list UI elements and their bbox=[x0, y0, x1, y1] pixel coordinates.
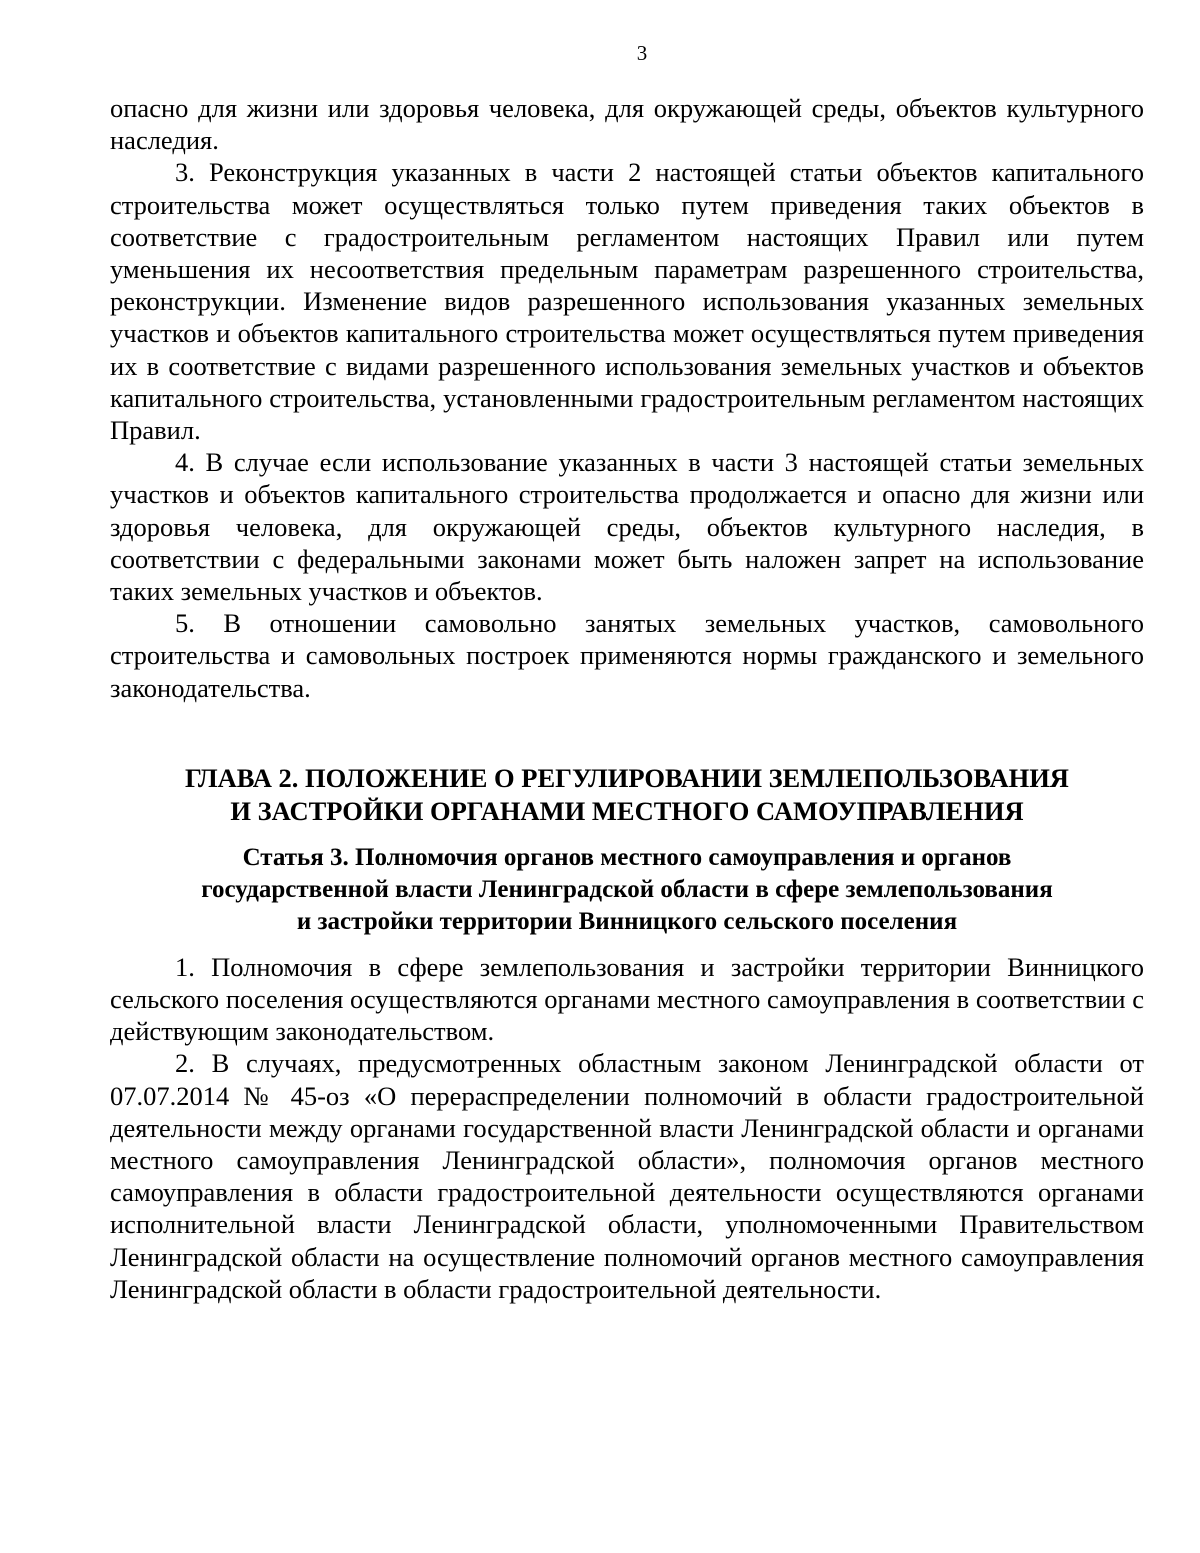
chapter-heading-line-1: ГЛАВА 2. ПОЛОЖЕНИЕ О РЕГУЛИРОВАНИИ ЗЕМЛЕПОЛЬЗОВАНИЯ bbox=[185, 762, 1069, 793]
chapter-heading-line-2: И ЗАСТРОЙКИ ОРГАНАМИ МЕСТНОГО САМОУПРАВЛЕНИЯ bbox=[230, 795, 1024, 826]
article-heading-line-1: Статья 3. Полномочия органов местного самоуправления и органов bbox=[242, 843, 1012, 871]
chapter-heading bbox=[110, 762, 1144, 828]
paragraph-5: 5. В отношении самовольно занятых земельных участков, самовольного строительства и самовольных построек применяются нормы гражданского и земельного законодательства. bbox=[110, 608, 1144, 703]
paragraph-continuation: опасно для жизни или здоровья человека, для окружающей среды, объектов культурного наследия. bbox=[110, 93, 1144, 156]
document-page bbox=[110, 38, 1144, 1305]
paragraph-4: 4. В случае если использование указанных в части 3 настоящей статьи земельных участков и объектов капитального строительства продолжается и опасно для жизни или здоровья человека, для окружающей среды, объектов культурного наследия, в соответствии с федеральными законами может быть наложен запрет на использование таких земельных участков и объектов. bbox=[110, 447, 1144, 607]
article-paragraph-2: 2. В случаях, предусмотренных областным законом Ленинградской области от 07.07.2014 № 45-оз «О перераспределении полномочий в области градостроительной деятельности между органами государственной власти Ленинградской области и органами местного самоуправления Ленинградской области», полномочия органов местного самоуправления в области градостроительной деятельности осуществляются органами исполнительной власти Ленинградской области, уполномоченными Правительством Ленинградской области на осуществление полномочий органов местного самоуправления Ленинградской области в области градостроительной деятельности. bbox=[110, 1048, 1144, 1304]
article-paragraph-1: 1. Полномочия в сфере землепользования и застройки территории Винницкого сельского поселения осуществляются органами местного самоуправления в соответствии с действующим законодательством. bbox=[110, 951, 1144, 1047]
article-heading-line-3: и застройки территории Винницкого сельского поселения bbox=[296, 907, 958, 935]
paragraph-3: 3. Реконструкция указанных в части 2 настоящей статьи объектов капитального строительства может осуществляться только путем приведения таких объектов в соответствие с градостроительным регламентом настоящих Правил или путем уменьшения их несоответствия предельным параметрам разрешенного строительства, реконструкции. Изменение видов разрешенного использования указанных земельных участков и объектов капитального строительства может осуществляться путем приведения их в соответствие с видами разрешенного использования земельных участков и объектов капитального строительства, установленными градостроительным регламентом настоящих Правил. bbox=[110, 157, 1144, 446]
article-heading-line-2: государственной власти Ленинградской области в сфере землепользования bbox=[201, 875, 1053, 903]
article-heading bbox=[110, 842, 1144, 938]
page-number: 3 bbox=[636, 41, 648, 65]
